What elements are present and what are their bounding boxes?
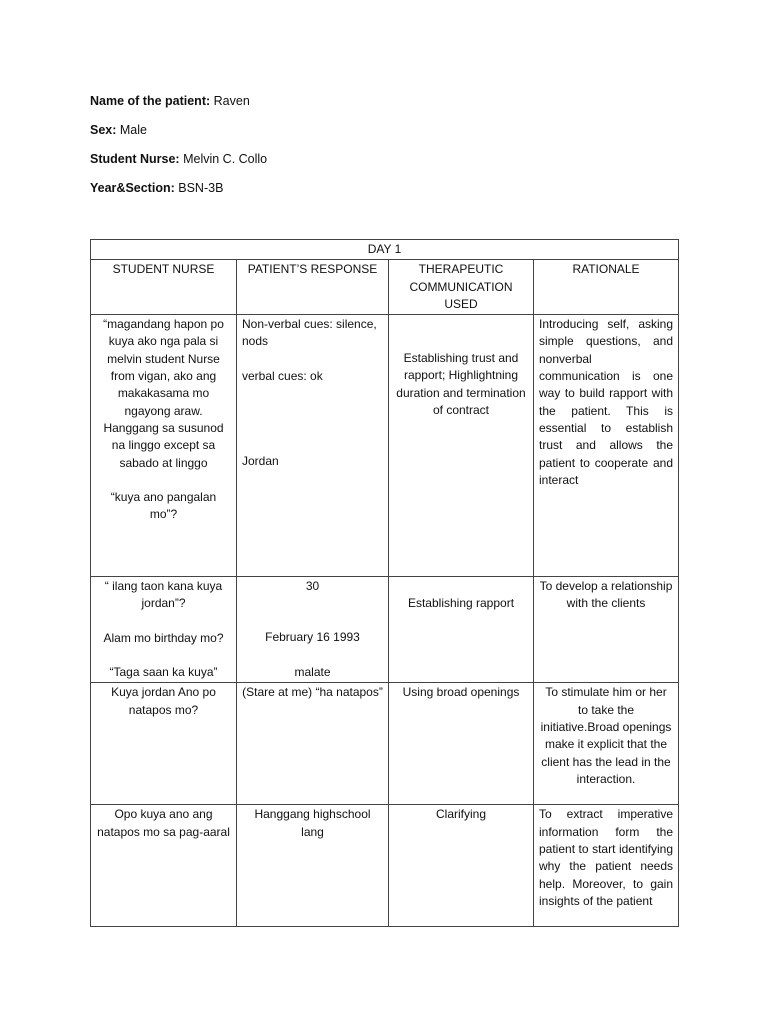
year-section-label: Year&Section: [90, 181, 175, 195]
table-row [91, 805, 679, 927]
nurse-statement-text: “Taga saan ka kuya” [109, 665, 218, 680]
patient-response: (Stare at me) “ha natapos” [237, 683, 389, 805]
table-row [91, 315, 679, 577]
nurse-statement-text: “kuya ano pangalan mo”? [110, 489, 217, 522]
year-section-value: BSN-3B [178, 181, 224, 195]
patient-response-text: malate [294, 664, 331, 679]
rationale: To develop a relationship with the clients [534, 577, 679, 683]
patient-response-text: 30 [305, 579, 320, 594]
patient-response-text: Jordan [242, 454, 279, 469]
student-nurse-line [90, 152, 267, 166]
patient-name-value: Raven [213, 94, 250, 108]
nurse-statement-text: Alam mo birthday mo? [103, 630, 224, 645]
process-recording-table [90, 239, 679, 927]
sex-line [90, 123, 147, 137]
therapeutic-technique-text: Establishing trust and rapport; Highlightning duration and termination of contract [396, 351, 526, 418]
patient-response [237, 315, 389, 577]
table-row [91, 577, 679, 683]
patient-name-line [90, 94, 250, 108]
patient-name-label: Name of the patient: [90, 94, 211, 108]
nurse-statement [91, 315, 237, 577]
nurse-statement-text: “magandang hapon po kuya ako nga pala si melvin student Nurse from vigan, ako ang makakasama mo ngayong araw. Hanggang sa susunod na linggo except sa sabado at linggo [103, 317, 224, 470]
table-row [91, 683, 679, 805]
patient-response: Hanggang highschool lang [237, 805, 389, 927]
therapeutic-technique-text: Establishing rapport [407, 596, 515, 611]
rationale: Introducing self, asking simple questions, and nonverbal communication is one way to build rapport with the patient. This is essential to establish trust and allows the patient to cooperate and interact [534, 315, 679, 577]
therapeutic-technique: Using broad openings [389, 683, 534, 805]
patient-response [237, 577, 389, 683]
therapeutic-technique [389, 577, 534, 683]
therapeutic-technique: Clarifying [389, 805, 534, 927]
rationale: To extract imperative information form the patient to start identifying why the patient needs help. Moreover, to gain insights of the patient [534, 805, 679, 927]
header-therapeutic-communication: THERAPEUTIC COMMUNICATION USED [389, 260, 534, 315]
header-rationale: RATIONALE [534, 260, 679, 315]
day-row [91, 240, 679, 260]
sex-value: Male [119, 123, 147, 137]
student-nurse-value: Melvin C. Collo [183, 152, 268, 166]
nurse-statement [91, 577, 237, 683]
patient-response-text: Non-verbal cues: silence, nods [242, 317, 377, 349]
header-patient-response: PATIENT’S RESPONSE [237, 260, 389, 315]
sex-label: Sex: [90, 123, 117, 137]
patient-response-text: February 16 1993 [265, 630, 360, 645]
patient-response-text: verbal cues: ok [242, 368, 323, 383]
student-nurse-label: Student Nurse: [90, 152, 180, 166]
nurse-statement: Opo kuya ano ang natapos mo sa pag-aaral [91, 805, 237, 927]
year-section-line [90, 181, 223, 195]
header-row [91, 260, 679, 315]
rationale: To stimulate him or her to take the initiative.Broad openings make it explicit that the client has the lead in the interaction. [534, 683, 679, 805]
header-student-nurse: STUDENT NURSE [91, 260, 237, 315]
therapeutic-technique [389, 315, 534, 577]
nurse-statement: Kuya jordan Ano po natapos mo? [91, 683, 237, 805]
day-label: DAY 1 [91, 240, 679, 260]
nurse-statement-text: “ ilang taon kana kuya jordan”? [104, 579, 223, 611]
